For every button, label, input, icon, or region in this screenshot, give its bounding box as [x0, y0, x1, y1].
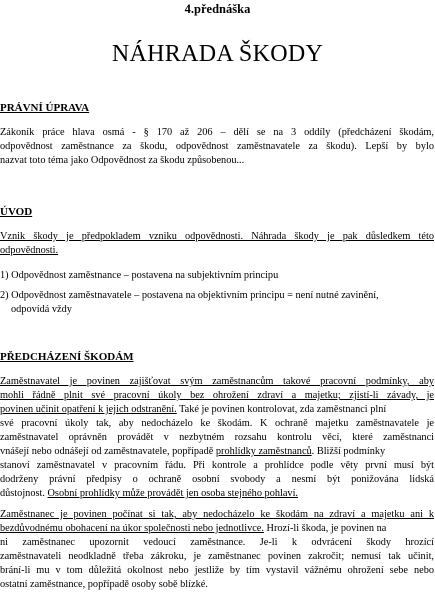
heading-uvod: ÚVOD: [0, 206, 33, 218]
text-line: Zákoník práce hlava osmá - § 170 až 206 – dělí se na 3 oddíly (předcházení škodám,: [0, 127, 434, 138]
text-underlined: bezdůvodnému obohacení na úkor společnosti nebo jednotlivce.: [0, 523, 264, 534]
text-line: stanoví zaměstnavatel v pracovním řádu. Při kontrole a prohlídce podle věty první musí být: [0, 460, 434, 471]
text-line: ostatní zaměstnance, popřípadě osoby sobě blízké.: [0, 579, 208, 590]
list-item-continuation: odpovídá vždy: [11, 304, 72, 315]
text-line: odpovědnost zaměstnance za škodu, odpovědnost zaměstnavatele za škodu). Lepší by bylo: [0, 141, 434, 152]
page-title: NÁHRADA ŠKODY: [111, 41, 324, 67]
text-line: své pracovní úkoly tak, aby nedocházelo ke škodám. K ochraně majetku zaměstnavatele je: [0, 418, 434, 429]
lecture-number: 4.přednáška: [184, 2, 251, 16]
text-line-underlined: Zaměstnanec je povinen počínat si tak, aby nedocházelo ke škodám na zdraví a majetku ani k: [0, 509, 434, 520]
text-underlined: povinen učinit opatření k jejich odstranění.: [0, 404, 177, 415]
text-line: brání-li mu v tom důležitá okolnost nebo jestliže by tím vystavil vážnému ohrožení sebe nebo: [0, 565, 434, 576]
text-line-underlined: Zaměstnavatel je povinen zajišťovat svým zaměstnancům takové pracovní podmínky, aby: [0, 376, 434, 387]
text-line: [0, 403, 434, 417]
text-line: [0, 522, 434, 536]
heading-pravni-uprava: PRÁVNÍ ÚPRAVA: [0, 102, 90, 114]
text: Hrozí-li škoda, je povinen na: [263, 523, 387, 534]
heading-predchazeni-skodam: PŘEDCHÁZENÍ ŠKODÁM: [0, 351, 134, 363]
paragraph-predchazeni-1: [0, 375, 434, 501]
list-item: [0, 269, 434, 283]
text-line: [0, 487, 434, 501]
paragraph-uvod: [0, 230, 434, 258]
text-underlined: prohlídky zaměstnanců: [215, 446, 312, 457]
text-line-underlined: mohli řádně plnit své pracovní úkoly bez ohrožení zdraví a majetku; zjistí-li závady, je: [0, 390, 434, 401]
text-line: dodrženy právní předpisy o ochraně osobní svobody a nesmí být ponižována lidská: [0, 474, 434, 485]
paragraph-pravni-uprava: [0, 126, 434, 168]
paragraph-predchazeni-2: [0, 508, 434, 592]
text-line: nazvat toto téma jako Odpovědnost za škodu způsobenou...: [0, 155, 245, 166]
list-item: [0, 289, 434, 317]
text-line: [0, 445, 434, 459]
text: vnášejí nebo odnášejí od zaměstnavatele, popřípadě: [0, 446, 216, 457]
text-line: zaměstnavateli neodkladně třeba zákroku, je zaměstnanec povinen zakročit; nemusí tak učinit,: [0, 551, 434, 562]
text: Také je povinen kontrolovat, zda zaměstnanci plní: [176, 404, 387, 415]
list-item-text: 1) Odpovědnost zaměstnance – postavena na subjektivním principu: [0, 270, 279, 281]
text-underlined: Osobní prohlídky může provádět jen osoba stejného pohlaví.: [47, 488, 299, 499]
list-item-text: 2) Odpovědnost zaměstnavatele – postavena na objektivním principu = není nutné zavinění,: [0, 290, 379, 301]
text-line-underlined: odpovědnosti.: [0, 245, 59, 256]
text-line-underlined: Vznik škody je předpokladem vzniku odpovědnosti. Náhrada škody je pak důsledkem této: [0, 231, 434, 242]
text-line: ni zaměstnanec upozornit vedoucí zaměstnance. Je-li k odvrácení škody hrozící: [0, 537, 434, 548]
text-line: zaměstnavatel oprávněn provádět v nezbytném rozsahu kontrolu věcí, které zaměstnanci: [0, 432, 434, 443]
text: . Bližší podmínky: [311, 446, 386, 457]
text: důstojnost.: [0, 488, 48, 499]
